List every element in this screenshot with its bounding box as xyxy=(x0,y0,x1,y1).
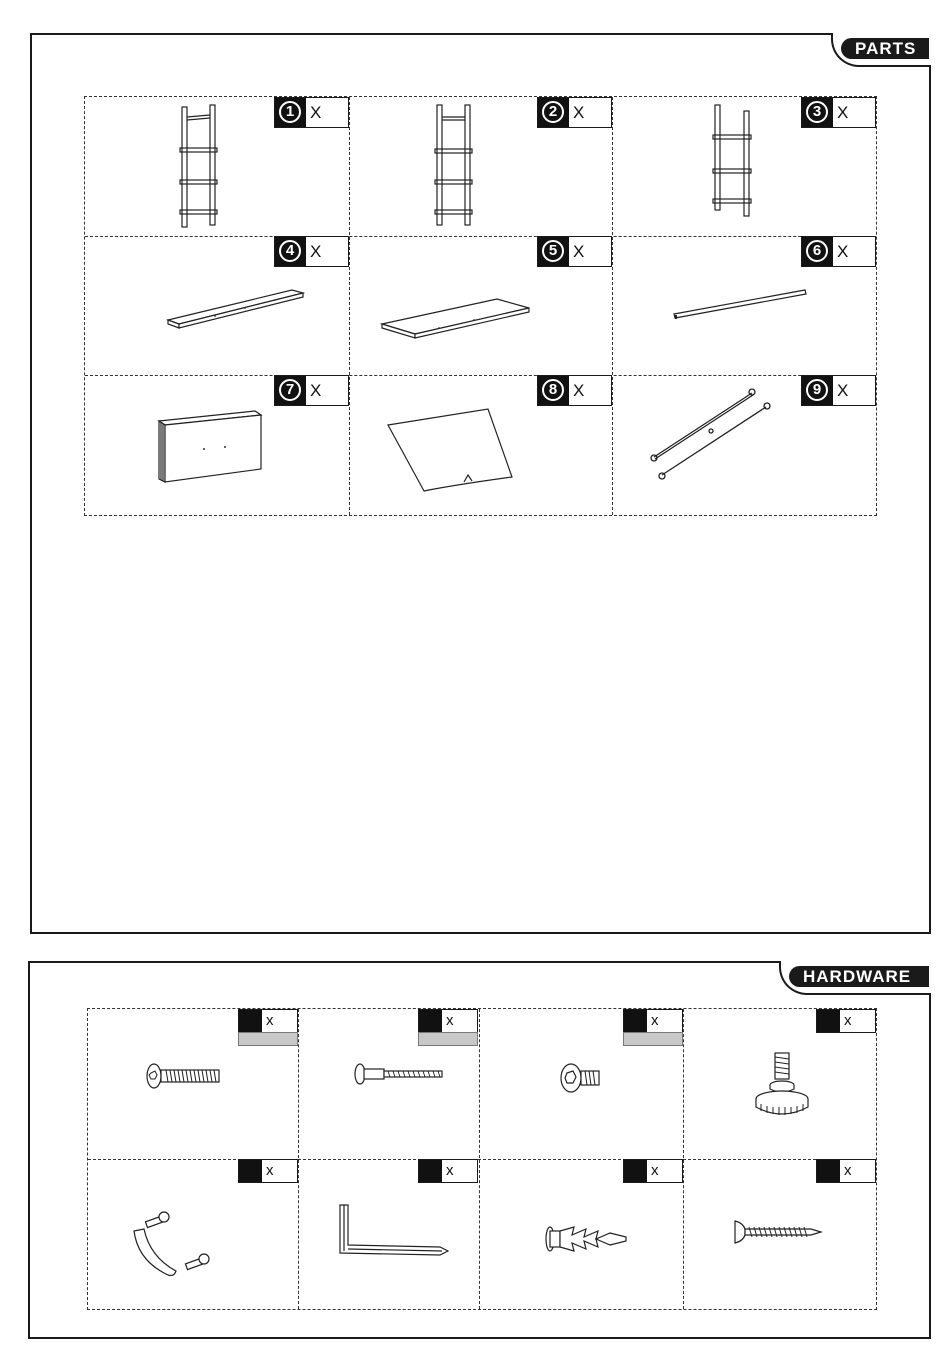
long-screw-illustration xyxy=(353,1061,448,1087)
part-quantity-box xyxy=(801,375,876,406)
part-quantity-mark: X xyxy=(310,242,322,261)
back-panel-illustration xyxy=(384,405,519,495)
part-quantity-box xyxy=(537,97,612,128)
wood-screw-illustration xyxy=(731,1217,826,1247)
part-quantity-mark: X xyxy=(837,103,849,122)
hardware-quantity-mark: x xyxy=(651,1012,659,1029)
part-quantity-box xyxy=(274,236,349,267)
hardware-quantity-box xyxy=(623,1159,683,1183)
leveling-foot-illustration xyxy=(753,1049,813,1119)
hardware-quantity-box xyxy=(418,1159,478,1183)
part-number-badge: 1 xyxy=(279,101,301,123)
part-cell xyxy=(612,97,876,236)
hardware-cell xyxy=(88,1159,298,1309)
part-cell xyxy=(349,236,612,375)
hardware-cell xyxy=(88,1009,298,1159)
part-cell xyxy=(612,375,876,516)
part-number-badge: 6 xyxy=(806,240,828,262)
hardware-quantity-box xyxy=(418,1009,478,1033)
hardware-cell xyxy=(683,1009,876,1159)
part-cell xyxy=(85,375,349,516)
cross-brace-rods-illustration xyxy=(642,387,777,487)
hardware-quantity-sub xyxy=(238,1032,298,1046)
hardware-cell xyxy=(479,1159,683,1309)
part-quantity-box xyxy=(537,375,612,406)
part-cell xyxy=(85,236,349,375)
hardware-quantity-mark: x xyxy=(651,1162,659,1179)
hardware-quantity-mark: x xyxy=(266,1012,274,1029)
hardware-panel xyxy=(28,961,931,1339)
hardware-quantity-box xyxy=(238,1009,298,1033)
part-number-badge: 9 xyxy=(806,379,828,401)
support-rail-illustration xyxy=(672,286,812,326)
shelf-board-illustration xyxy=(379,294,539,344)
part-quantity-mark: X xyxy=(310,103,322,122)
shelf-board-illustration xyxy=(165,286,310,336)
hardware-quantity-mark: x xyxy=(844,1012,852,1029)
hardware-quantity-mark: x xyxy=(446,1012,454,1029)
ladder-frame-illustration xyxy=(707,103,767,218)
hardware-quantity-sub xyxy=(418,1032,478,1046)
part-number-badge: 7 xyxy=(279,379,301,401)
part-number-badge: 8 xyxy=(542,379,564,401)
hardware-title: HARDWARE xyxy=(789,966,929,987)
hardware-quantity-mark: x xyxy=(844,1162,852,1179)
hardware-cell xyxy=(298,1009,479,1159)
hardware-cell xyxy=(298,1159,479,1309)
part-quantity-mark: X xyxy=(573,103,585,122)
ladder-frame-illustration xyxy=(170,103,230,233)
part-quantity-box xyxy=(801,236,876,267)
part-quantity-mark: X xyxy=(573,242,585,261)
part-cell xyxy=(349,97,612,236)
bolt-illustration xyxy=(146,1061,226,1091)
part-quantity-box xyxy=(801,97,876,128)
ladder-frame-illustration xyxy=(429,103,489,233)
part-quantity-mark: X xyxy=(310,381,322,400)
parts-grid xyxy=(84,96,877,516)
drawer-block-illustration xyxy=(155,407,275,487)
part-number-badge: 2 xyxy=(542,101,564,123)
part-cell xyxy=(85,97,349,236)
wall-anchor-illustration xyxy=(544,1219,644,1259)
handle-illustration xyxy=(128,1209,223,1284)
parts-panel xyxy=(30,33,931,934)
part-quantity-mark: X xyxy=(837,242,849,261)
part-cell xyxy=(349,375,612,516)
part-cell xyxy=(612,236,876,375)
hardware-quantity-box xyxy=(816,1009,876,1033)
parts-title: PARTS xyxy=(841,38,929,59)
hardware-quantity-box xyxy=(238,1159,298,1183)
part-quantity-box xyxy=(537,236,612,267)
part-quantity-mark: X xyxy=(573,381,585,400)
allen-key-illustration xyxy=(328,1201,458,1261)
hardware-quantity-mark: x xyxy=(266,1162,274,1179)
hardware-quantity-mark: x xyxy=(446,1162,454,1179)
part-number-badge: 3 xyxy=(806,101,828,123)
hardware-cell xyxy=(479,1009,683,1159)
part-number-badge: 5 xyxy=(542,240,564,262)
hardware-quantity-sub xyxy=(623,1032,683,1046)
short-bolt-illustration xyxy=(559,1061,604,1095)
part-quantity-box xyxy=(274,375,349,406)
hardware-grid xyxy=(87,1008,877,1310)
hardware-quantity-box xyxy=(816,1159,876,1183)
hardware-tab xyxy=(779,961,931,995)
part-number-badge: 4 xyxy=(279,240,301,262)
part-quantity-box xyxy=(274,97,349,128)
hardware-quantity-box xyxy=(623,1009,683,1033)
parts-tab xyxy=(831,33,931,67)
part-quantity-mark: X xyxy=(837,381,849,400)
hardware-cell xyxy=(683,1159,876,1309)
